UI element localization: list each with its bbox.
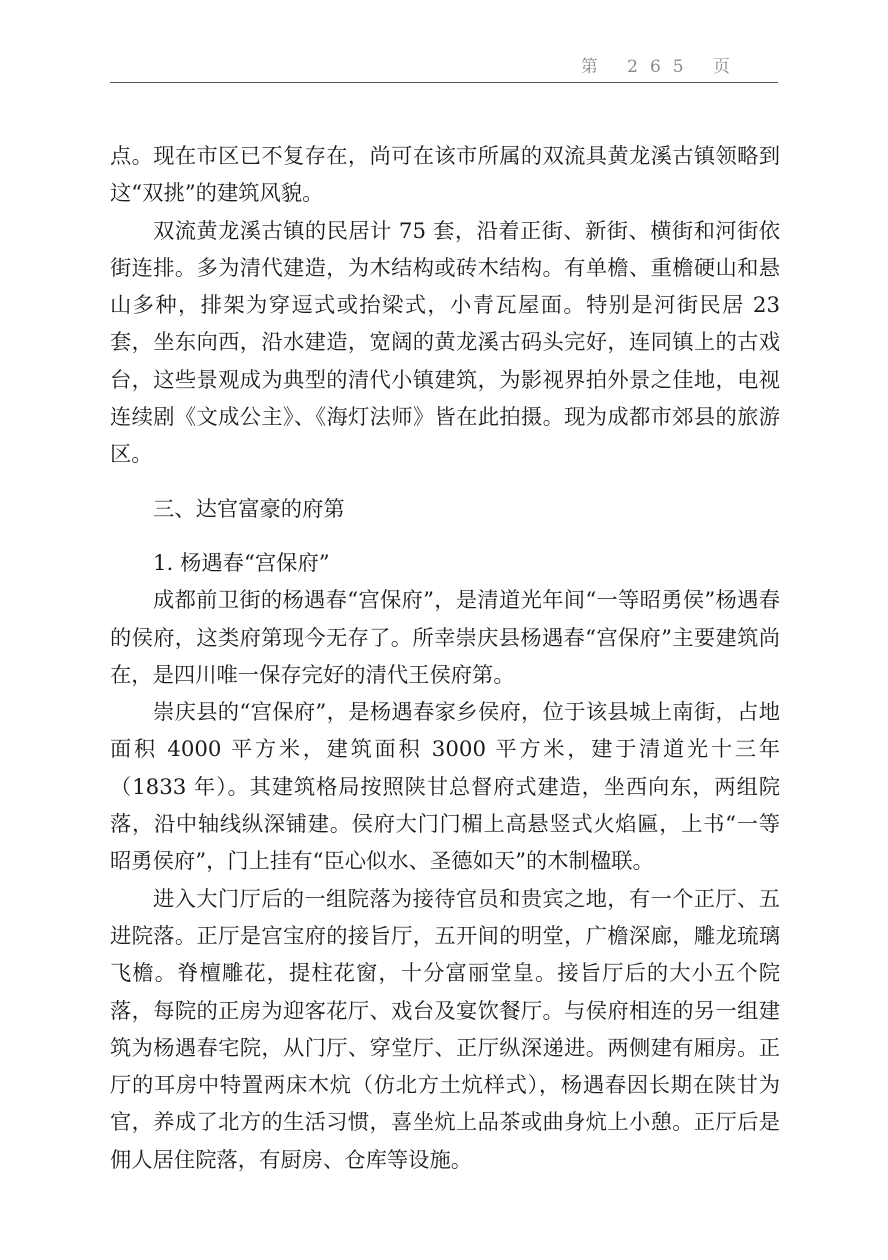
paragraph-5: 进入大门厅后的一组院落为接待官员和贵宾之地，有一个正厅、五进院落。正厅是宫宝府的接旨厅，五开间的明堂，广檐深廊，雕龙琉璃飞檐。脊檀雕花，提柱花窗，十分富丽堂皇。接旨厅后的大小五个院落，每院的正房为迎客花厅、戏台及宴饮餐厅。与侯府相连的另一组建筑为杨遇春宅院，从门厅、穿堂厅、正厅纵深递进。两侧建有厢房。正厅的耳房中特置两床木炕（仿北方土炕样式），杨遇春因长期在陕甘为官，养成了北方的生活习惯，喜坐炕上品茶或曲身炕上小憩。正厅后是佣人居住院落，有厨房、仓库等设施。 (110, 886, 780, 1173)
body-text (110, 138, 780, 1179)
page-number: 第 265 页 (580, 57, 742, 77)
paragraph-4: 崇庆县的“宫保府”，是杨遇春家乡侯府，位于该县城上南街，占地面积 4000 平方米，建筑面积 3000 平方米，建于清道光十三年（1833 年）。其建筑格局按照陕甘总督府式建造，坐西向东，两组院落，沿中轴线纵深铺建。侯府大门门楣上高悬竖式火焰匾，上书“一等昭勇侯府”，门上挂有“臣心似水、圣德如天”的木制楹联。 (110, 700, 780, 875)
page-header (110, 48, 778, 83)
paragraph-3: 成都前卫街的杨遇春“宫保府”，是清道光年间“一等昭勇侯”杨遇春的侯府，这类府第现今无存了。所幸崇庆县杨遇春“宫保府”主要建筑尚在，是四川唯一保存完好的清代王侯府第。 (110, 588, 780, 688)
subsection-heading: 1. 杨遇春“宫保府” (153, 550, 330, 576)
paragraph-2: 双流黄龙溪古镇的民居计 75 套，沿着正街、新街、横街和河街依街连排。多为清代建造，为木结构或砖木结构。有单檐、重檐硬山和悬山多种，排架为穿逗式或抬梁式，小青瓦屋面。特别是河街民居 23套，坐东向西，沿水建造，宽阔的黄龙溪古码头完好，连同镇上的古戏台，这些景观成为典型的清代小镇建筑，为影视界拍外景之佳地，电视连续剧《文成公主》、《海灯法师》皆在此拍摄。现为成都市郊县的旅游区。 (110, 218, 780, 468)
paragraph-1: 点。现在市区已不复存在，尚可在该市所属的双流具黄龙溪古镇领略到这“双挑”的建筑风貌。 (110, 144, 780, 207)
section-heading: 三、达官富豪的府第 (153, 496, 345, 522)
